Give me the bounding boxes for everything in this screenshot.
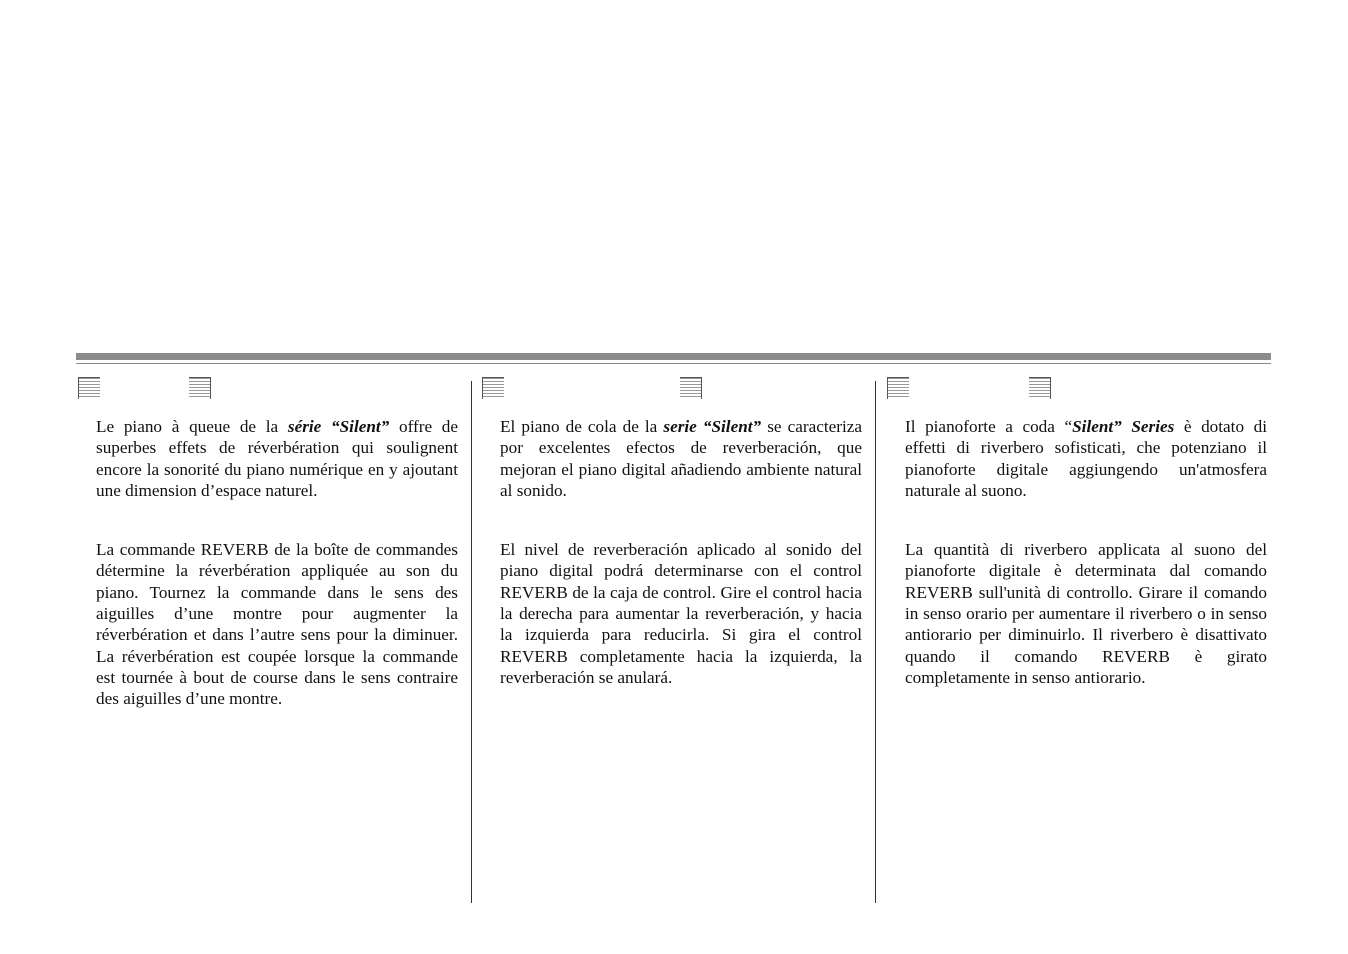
lines-icon: [887, 377, 909, 399]
lines-icon: [680, 377, 702, 399]
series-name: Silent” Series: [1072, 417, 1175, 436]
intro-paragraph: Il pianoforte a coda “Silent” Series è dotato di effetti di riverbero sofisticati, che potenziano il pianoforte digitale aggiungendo un'atmosfera naturale al suono.: [905, 417, 1267, 500]
header-rule-thin: [76, 363, 1271, 364]
series-name: série “Silent”: [287, 417, 390, 436]
series-name: serie “Silent”: [663, 417, 762, 436]
reverb-paragraph: El nivel de reverberación aplicado al sonido del piano digital podrá determinarse con el control REVERB de la caja de control. Gire el control hacia la derecha para aumentar la reverberación, y hacia la izquierda para reducirla. Si gira el control REVERB completamente hacia la izquierda, la reverberación se anulará.: [500, 540, 862, 687]
header-rule-thick: [76, 353, 1271, 360]
lines-icon: [78, 377, 100, 399]
column-french: [96, 416, 458, 710]
reverb-paragraph: La commande REVERB de la boîte de commandes détermine la réverbération appliquée au son du piano. Tournez la commande dans le sens des aiguilles d’une montre pour augmenter la réverbération et dans l’autre sens pour la diminuer. La réverbération est coupée lorsque la commande est tournée à bout de course dans le sens contraire des aiguilles d’une montre.: [96, 540, 458, 709]
intro-paragraph: Le piano à queue de la série “Silent” offre de superbes effets de réverbération qui soulignent encore la sonorité du piano numérique en y ajoutant une dimension d’espace naturel.: [96, 417, 459, 500]
reverb-paragraph: La quantità di riverbero applicata al suono del pianoforte digitale è determinata dal comando REVERB sull'unità di controllo. Girare il comando in senso orario per aumentare il riverbero o in senso antiorario per diminuirlo. Il riverbero è disattivato quando il comando REVERB è girato completamente in senso antiorario.: [905, 540, 1267, 687]
lines-icon: [1029, 377, 1051, 399]
column-divider: [471, 381, 472, 903]
lines-icon: [482, 377, 504, 399]
column-spanish: [500, 416, 862, 688]
intro-paragraph: El piano de cola de la serie “Silent” se caracteriza por excelentes efectos de reverberación, que mejoran el piano digital añadiendo ambiente natural al sonido.: [500, 417, 863, 500]
column-divider: [875, 381, 876, 903]
column-italian: [905, 416, 1267, 688]
lines-icon: [189, 377, 211, 399]
